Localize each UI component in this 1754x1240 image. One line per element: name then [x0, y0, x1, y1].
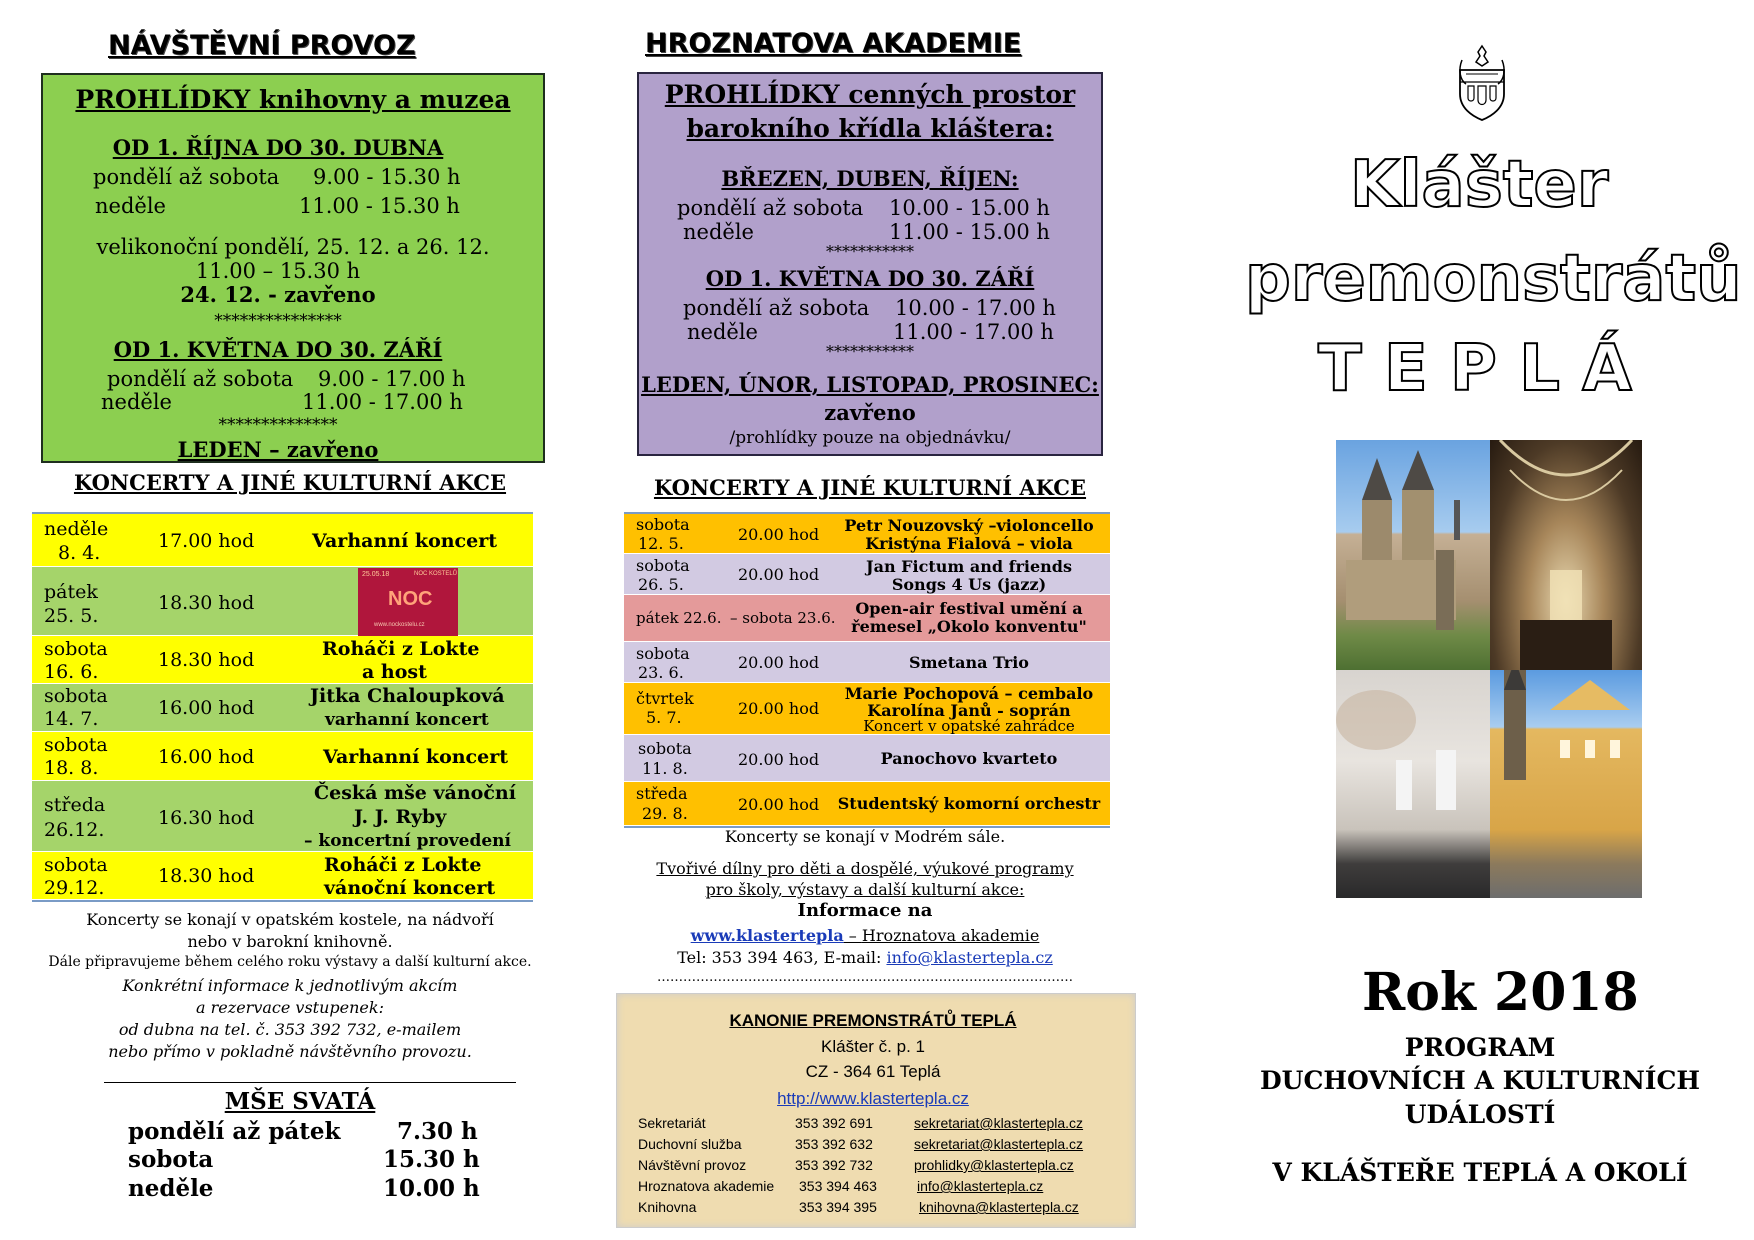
- row-day: středa: [44, 794, 106, 816]
- row-day: neděle: [44, 518, 109, 540]
- holiday-line2: 11.00 – 15.30 h: [195, 259, 361, 283]
- row-title: Česká mše vánoční: [314, 782, 516, 804]
- col1-note-6: od dubna na tel. č. 353 392 732, e-mailem: [118, 1020, 462, 1039]
- row-date: 8. 4.: [58, 542, 101, 564]
- contact-email[interactable]: prohlidky@klastertepla.cz: [914, 1157, 1074, 1173]
- hall-chairs-icon: [1336, 670, 1490, 898]
- workshops-line1: Tvořivé dílny pro děti a dospělé, výukové programy: [656, 859, 1074, 878]
- contact-name: Sekretariát: [638, 1115, 706, 1131]
- contact-email[interactable]: knihovna@klastertepla.cz: [919, 1199, 1079, 1215]
- row-title: Roháči z Lokte: [324, 854, 482, 876]
- period-oct-apr: OD 1. ŘÍJNA DO 30. DUBNA: [112, 135, 444, 160]
- p1-row2-days: neděle: [95, 194, 166, 218]
- row-date: 26. 5.: [638, 575, 684, 594]
- year-title: Rok 2018: [1362, 962, 1639, 1023]
- row-day: sobota: [636, 644, 690, 663]
- noc-tag: NOC KOSTELŮ: [414, 571, 458, 577]
- row-title-2: vánoční koncert: [324, 877, 496, 899]
- visitor-header: NÁVŠTĚVNÍ PROVOZ: [108, 30, 416, 61]
- a-stars1: ***********: [826, 242, 914, 261]
- row-title: Jitka Chaloupková: [310, 685, 505, 707]
- library-tours-box: [41, 73, 545, 463]
- col1-note-4: Konkrétní informace k jednotlivým akcím: [122, 976, 458, 995]
- row-title-2: J. J. Ryby: [354, 806, 447, 828]
- closed-months: LEDEN, ÚNOR, LISTOPAD, PROSINEC:: [641, 372, 1099, 397]
- a-p2-row2-days: neděle: [687, 320, 758, 344]
- col1-note-2: nebo v barokní knihovně.: [187, 932, 393, 951]
- table-row: [32, 781, 533, 852]
- p2-row1-time: 9.00 - 17.00 h: [318, 367, 466, 391]
- info-title: Informace na: [797, 900, 933, 921]
- row-time: 16.30 hod: [158, 807, 255, 829]
- row-time: 18.30 hod: [158, 865, 255, 887]
- row-date: 25. 5.: [44, 605, 99, 627]
- period-may-sep: OD 1. KVĚTNA DO 30. ZÁŘÍ: [113, 337, 443, 362]
- row-title: Smetana Trio: [909, 653, 1029, 672]
- divider: [104, 1082, 516, 1083]
- row-time: 20.00 hod: [738, 750, 820, 769]
- p1-row1-days: pondělí až sobota: [93, 165, 280, 189]
- row-time: 20.00 hod: [738, 525, 820, 544]
- row-time: 20.00 hod: [738, 699, 820, 718]
- row-date: 5. 7.: [646, 708, 682, 727]
- p1-row1-time: 9.00 - 15.30 h: [313, 165, 461, 189]
- canonry-title: KANONIE PREMONSTRÁTŮ TEPLÁ: [729, 1011, 1017, 1030]
- abbey-coat-of-arms: [1452, 44, 1512, 122]
- a-p2-row1-time: 10.00 - 17.00 h: [895, 296, 1056, 320]
- p2-row1-days: pondělí až sobota: [107, 367, 294, 391]
- noc-date: 25.05.18: [362, 571, 390, 578]
- table-row: [32, 684, 533, 732]
- noc-kostelu-image: [358, 568, 458, 636]
- p2-row2-days: neděle: [101, 390, 172, 414]
- p1-row2-time: 11.00 - 15.30 h: [299, 194, 460, 218]
- contact-name: Duchovní služba: [638, 1136, 742, 1152]
- noc-word: NOC: [388, 588, 433, 610]
- row-day: sobota: [44, 734, 108, 756]
- library-tours-title: PROHLÍDKY knihovny a muzea: [75, 85, 511, 114]
- contact-phone: 353 392 632: [795, 1136, 873, 1152]
- row-title-3: – koncertní provedení: [304, 831, 512, 851]
- row-day: pátek: [44, 581, 98, 603]
- january-closed: LEDEN – zavřeno: [177, 437, 379, 462]
- program-location: V KLÁŠTEŘE TEPLÁ A OKOLÍ: [1272, 1158, 1688, 1187]
- row-time: 20.00 hod: [738, 795, 820, 814]
- mass-day-3: neděle: [128, 1175, 214, 1202]
- mass-time-2: 15.30 h: [383, 1146, 480, 1173]
- col1-note-1: Koncerty se konají v opatském kostele, na nádvoří: [86, 910, 494, 929]
- academy-tours-box: [637, 72, 1103, 456]
- row-day: sobota: [44, 854, 108, 876]
- row-date: 18. 8.: [44, 757, 99, 779]
- concerts-table-2: [624, 512, 1110, 828]
- photo-hall-interior: [1336, 670, 1490, 898]
- contact-name: Knihovna: [638, 1199, 697, 1215]
- a-p2-row2-time: 11.00 - 17.00 h: [893, 320, 1054, 344]
- canonry-addr1: Klášter č. p. 1: [821, 1037, 925, 1056]
- row-title: Varhanní koncert: [312, 530, 497, 552]
- canonry-addr2: CZ - 364 61 Teplá: [805, 1062, 941, 1081]
- dots-divider: ……………………………………………………………………………………: [657, 970, 1073, 985]
- row-date: 29. 8.: [642, 804, 688, 823]
- row-date: 29.12.: [44, 877, 105, 899]
- closed-24: 24. 12. - zavřeno: [180, 282, 376, 307]
- table-row: [624, 642, 1110, 683]
- row-title-2: varhanní koncert: [325, 710, 489, 730]
- info-dash: –: [843, 926, 862, 945]
- table-row: [32, 732, 533, 781]
- mass-day-1: pondělí až pátek: [128, 1118, 341, 1145]
- order-note: /prohlídky pouze na objednávku/: [729, 428, 1011, 448]
- a-p1-row1-days: pondělí až sobota: [677, 196, 864, 220]
- program-sub: DUCHOVNÍCH A KULTURNÍCH: [1259, 1066, 1701, 1095]
- a-p2-row1-days: pondělí až sobota: [683, 296, 870, 320]
- a-p1-row1-time: 10.00 - 15.00 h: [889, 196, 1050, 220]
- academy-title-2: barokního křídla kláštera:: [686, 114, 1054, 143]
- holiday-line1: velikonoční pondělí, 25. 12. a 26. 12.: [96, 235, 490, 259]
- row-title-2: a host: [362, 661, 427, 683]
- col1-note-5: a rezervace vstupenek:: [196, 998, 384, 1017]
- row-date: 16. 6.: [44, 661, 99, 683]
- table-row: [32, 636, 533, 684]
- row-date: 14. 7.: [44, 708, 99, 730]
- mass-time-3: 10.00 h: [383, 1175, 480, 1202]
- concerts-table-1: [32, 512, 533, 902]
- photo-church-interior: [1490, 440, 1642, 670]
- row-title: Roháči z Lokte: [322, 638, 480, 660]
- program-sub2: UDÁLOSTÍ: [1404, 1100, 1556, 1129]
- stars2: **************: [218, 415, 338, 435]
- noc-small: www.nockostelu.cz: [374, 622, 425, 628]
- row-day: sobota: [636, 556, 690, 575]
- row-title: Varhanní koncert: [323, 746, 508, 768]
- canonry-web-link[interactable]: http://www.klastertepla.cz: [777, 1089, 969, 1108]
- contact-phone: 353 394 395: [799, 1199, 877, 1215]
- row-time: 18.30 hod: [158, 649, 255, 671]
- academy-header: HROZNATOVA AKADEMIE: [645, 28, 1022, 59]
- row-time: 20.00 hod: [738, 565, 820, 584]
- baroque-facade-icon: [1490, 670, 1642, 898]
- row-time: 17.00 hod: [158, 530, 255, 552]
- row-date: – sobota 23.6.: [730, 609, 836, 627]
- academy-period-1: BŘEZEN, DUBEN, ŘÍJEN:: [721, 166, 1019, 191]
- a-p1-row2-days: neděle: [683, 220, 754, 244]
- row-day: sobota: [44, 638, 108, 660]
- row-title: Petr Nouzovský –violoncello: [844, 516, 1094, 535]
- nave-icon: [1490, 440, 1642, 670]
- info-academy: Hroznatova akademie: [861, 926, 1040, 945]
- mass-day-2: sobota: [128, 1146, 214, 1173]
- canonry-contact-card: [616, 993, 1136, 1228]
- contact-email[interactable]: info@klastertepla.cz: [917, 1178, 1044, 1194]
- col1-note-3: Dále připravujeme během celého roku výstavy a další kulturní akce.: [48, 954, 532, 970]
- row-day: sobota: [44, 685, 108, 707]
- row-time: 16.00 hod: [158, 746, 255, 768]
- a-p1-row2-time: 11.00 - 15.00 h: [889, 220, 1050, 244]
- table-row: [32, 852, 533, 900]
- coat-of-arms-icon: [1452, 44, 1512, 122]
- row-day: pátek 22.6.: [636, 609, 722, 627]
- table-row: [32, 567, 533, 636]
- contact-phone: 353 394 463: [799, 1178, 877, 1194]
- row-date: 23. 6.: [638, 663, 684, 682]
- row-title: Jan Fictum and friends: [866, 557, 1072, 576]
- workshops-line2: pro školy, výstavy a další kulturní akce:: [705, 880, 1025, 899]
- p2-row2-time: 11.00 - 17.00 h: [302, 390, 463, 414]
- photo-church-exterior: [1336, 440, 1490, 670]
- contact-email[interactable]: sekretariat@klastertepla.cz: [914, 1115, 1084, 1131]
- contact-name: Hroznatova akademie: [638, 1178, 775, 1194]
- photo-baroque-wing: [1490, 670, 1642, 898]
- academy-title-1: PROHLÍDKY cenných prostor: [664, 80, 1076, 109]
- row-day: středa: [636, 784, 688, 803]
- row-title-2: Songs 4 Us (jazz): [891, 575, 1047, 594]
- title-premonstratu: premonstrátů: [1245, 242, 1742, 316]
- program-label: PROGRAM: [1404, 1033, 1556, 1062]
- row-time: 18.30 hod: [158, 592, 255, 614]
- row-title: Open-air festival umění a: [855, 599, 1083, 618]
- row-date: 12. 5.: [638, 534, 684, 553]
- table-row: [624, 595, 1110, 642]
- row-date: 11. 8.: [642, 759, 688, 778]
- stars1: ***************: [214, 311, 342, 331]
- table-row: [624, 514, 1110, 554]
- mass-title: MŠE SVATÁ: [224, 1088, 376, 1115]
- table-row: [624, 735, 1110, 782]
- title-tepla: T E P L Á: [1318, 332, 1632, 406]
- table-row: [624, 554, 1110, 595]
- a-stars2: ***********: [826, 342, 914, 361]
- row-title: Marie Pochopová – cembalo: [844, 684, 1094, 703]
- row-title: Panochovo kvarteto: [880, 749, 1058, 768]
- contact-name: Návštěvní provoz: [638, 1157, 747, 1173]
- contact-phone: 353 392 732: [795, 1157, 873, 1173]
- contact-phone: 353 392 691: [795, 1115, 873, 1131]
- mass-time-1: 7.30 h: [397, 1118, 478, 1145]
- row-date: 26.12.: [44, 819, 105, 841]
- table-row: [624, 782, 1110, 826]
- info-email-link[interactable]: info@klastertepla.cz: [886, 948, 1053, 967]
- klastertepla-link[interactable]: www.klastertepla: [690, 926, 844, 945]
- row-day: čtvrtek: [636, 689, 694, 708]
- hall-note: Koncerty se konají v Modrém sále.: [724, 827, 1006, 846]
- table-row: [32, 514, 533, 567]
- concerts-title-1: KONCERTY A JINÉ KULTURNÍ AKCE: [73, 470, 507, 495]
- row-time: 20.00 hod: [738, 653, 820, 672]
- row-day: sobota: [638, 739, 692, 758]
- concerts-title-2: KONCERTY A JINÉ KULTURNÍ AKCE: [653, 475, 1087, 500]
- church-towers-icon: [1336, 440, 1490, 670]
- row-title: Studentský komorní orchestr: [837, 794, 1101, 813]
- title-klaster: Klášter: [1350, 148, 1609, 222]
- tel-text: Tel: 353 394 463, E-mail:: [677, 948, 887, 967]
- contact-email[interactable]: sekretariat@klastertepla.cz: [914, 1136, 1084, 1152]
- row-time: 16.00 hod: [158, 697, 255, 719]
- closed-label: zavřeno: [824, 400, 916, 425]
- col1-note-7: nebo přímo v pokladně návštěvního provozu.: [108, 1042, 472, 1061]
- row-day: sobota: [636, 515, 690, 534]
- row-title-2: Kristýna Fialová – viola: [865, 534, 1073, 553]
- row-title-2: Karolína Janů - soprán: [867, 701, 1071, 720]
- info-line: [620, 926, 1110, 945]
- table-row: [624, 683, 1110, 735]
- row-title-3: Koncert v opatské zahrádce: [863, 717, 1075, 735]
- academy-period-2: OD 1. KVĚTNA DO 30. ZÁŘÍ: [705, 266, 1035, 291]
- row-title-2: řemesel „Okolo konventu": [851, 617, 1087, 636]
- tel-line: [620, 948, 1110, 967]
